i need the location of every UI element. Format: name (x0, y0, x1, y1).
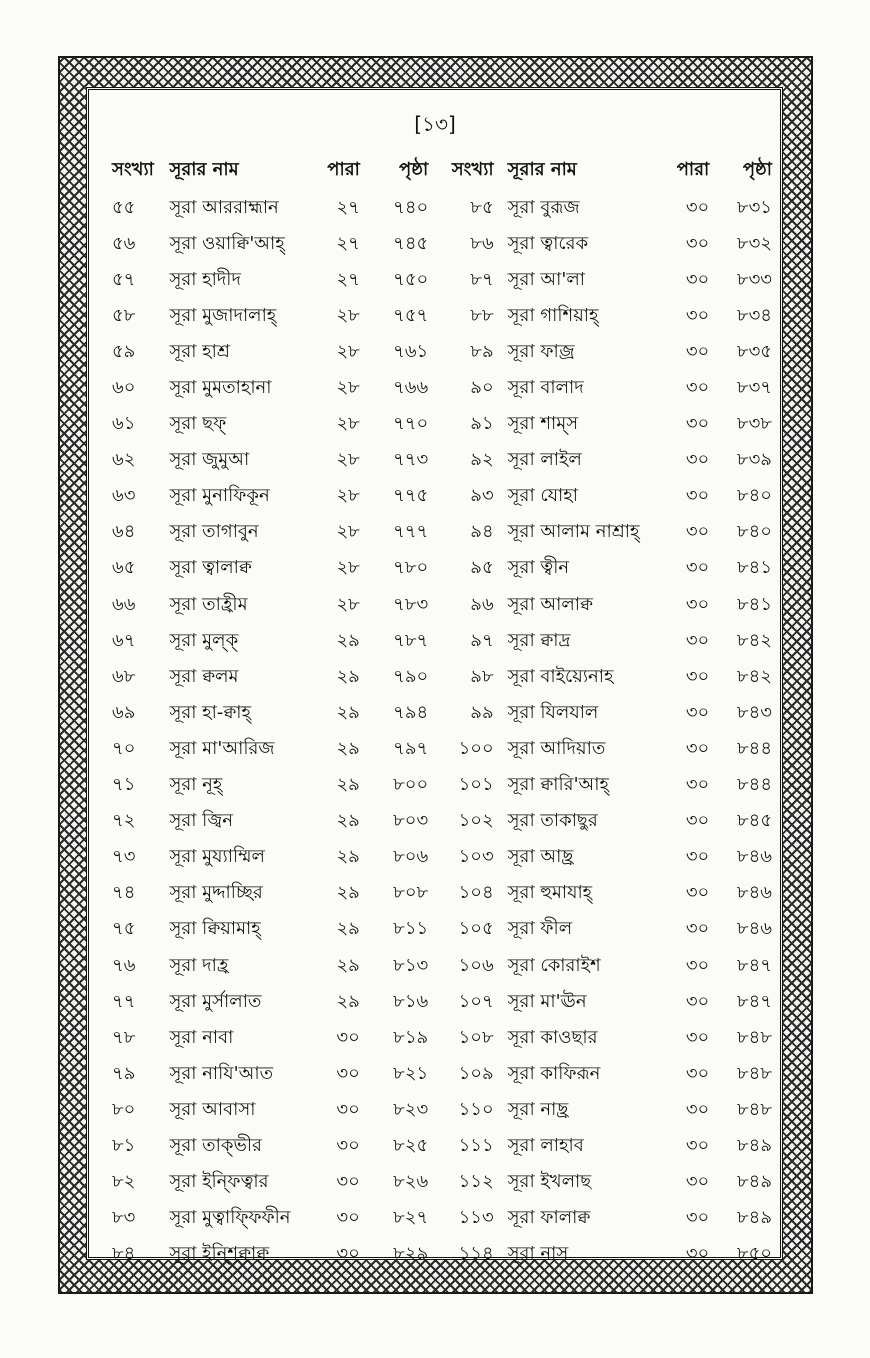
page-number-cell: ৮২৯ (393, 1243, 429, 1265)
surah-name: সূরা তাকাছুর (507, 810, 598, 832)
page-number-cell: ৮৪৬ (736, 846, 772, 868)
surah-name: সূরা যিলযাল (507, 701, 599, 723)
table-row (100, 262, 772, 298)
surah-number: ১০৪ (458, 882, 494, 904)
page-number-cell: ৮৪১ (736, 593, 772, 615)
para-number: ২৮ (336, 449, 360, 471)
header-number: সংখ্যা (112, 158, 154, 180)
para-number: ২৯ (336, 990, 360, 1012)
para-number: ৩০ (685, 882, 710, 904)
page-number-cell: ৮৩৭ (736, 377, 772, 399)
surah-number: ১০৯ (458, 1062, 494, 1084)
surah-number: ৯৮ (470, 665, 494, 687)
surah-number: ৭২ (112, 810, 136, 832)
page-number-cell: ৭৭৭ (393, 521, 429, 543)
surah-number: ৫৯ (112, 340, 136, 362)
table-row (100, 1165, 772, 1201)
surah-name: সূরা হা-ক্বাহ্ (169, 701, 251, 723)
page-number-cell: ৮৩৪ (736, 304, 772, 326)
page-number-cell: ৮১৯ (393, 1026, 429, 1048)
surah-name: সূরা লাহাব (507, 1134, 584, 1156)
header-para: পারা (676, 158, 710, 180)
surah-name: সূরা আদিয়াত (507, 737, 606, 759)
surah-name: সূরা নূহ্ (169, 774, 223, 796)
surah-number: ৮০ (112, 1098, 136, 1120)
para-number: ২৮ (336, 485, 360, 507)
page-number-cell: ৭৮০ (393, 557, 429, 579)
header-page: পৃষ্ঠা (742, 158, 772, 180)
page-number-cell: ৮১৩ (393, 954, 429, 976)
table-row (100, 190, 772, 226)
para-number: ৩০ (685, 1098, 710, 1120)
para-number: ২৭ (336, 268, 360, 290)
table-row (100, 226, 772, 262)
table-row (100, 659, 772, 695)
para-number: ২৯ (336, 954, 360, 976)
table-row (100, 1237, 772, 1273)
para-number: ৩০ (336, 1171, 360, 1193)
surah-number: ৮৮ (470, 304, 494, 326)
surah-number: ৮২ (112, 1171, 136, 1193)
para-number: ৩০ (685, 196, 710, 218)
para-number: ৩০ (685, 810, 710, 832)
surah-name: সূরা আলাক্ব (507, 593, 593, 615)
para-number: ৩০ (685, 1026, 710, 1048)
page-number-cell: ৮৪০ (736, 485, 772, 507)
surah-name: সূরা ছফ্ (169, 413, 227, 435)
para-number: ৩০ (685, 521, 710, 543)
table-row (100, 1201, 772, 1237)
surah-number: ৭৩ (112, 846, 136, 868)
table-row (100, 984, 772, 1020)
para-number: ৩০ (685, 737, 710, 759)
surah-name: সূরা ইখলাছ (507, 1171, 592, 1193)
surah-name: সূরা ক্বাদ্র (507, 629, 571, 651)
surah-name: সূরা আছ্র (507, 846, 574, 868)
page-number: [১৩] (414, 112, 456, 136)
surah-name: সূরা আ'লা (507, 268, 585, 290)
para-number: ৩০ (685, 593, 710, 615)
para-number: ২৭ (336, 196, 360, 218)
surah-name: সূরা বুরূজ (507, 196, 580, 218)
table-row (100, 298, 772, 334)
surah-name: সূরা মুমতাহানা (169, 377, 272, 399)
surah-number: ৬২ (112, 449, 136, 471)
surah-number: ৮৬ (470, 232, 494, 254)
page-number-cell: ৮৪১ (736, 557, 772, 579)
surah-number: ১০৭ (458, 990, 494, 1012)
surah-number: ৬০ (112, 377, 136, 399)
para-number: ৩০ (336, 1026, 360, 1048)
surah-number: ১০৫ (458, 918, 494, 940)
surah-number: ৬৫ (112, 557, 136, 579)
surah-name: সূরা নাস (507, 1243, 569, 1265)
page-number-cell: ৮৫০ (736, 1243, 772, 1265)
surah-name: সূরা তাহ্রীম (169, 593, 248, 615)
para-number: ২৯ (336, 918, 360, 940)
page-number-cell: ৭৯০ (393, 665, 429, 687)
surah-number: ৬৭ (112, 629, 136, 651)
surah-name: সূরা বাইয়্যেনাহ (507, 665, 614, 687)
surah-number: ৫৬ (112, 232, 136, 254)
surah-number: ৫৭ (112, 268, 136, 290)
surah-number: ১১১ (458, 1134, 494, 1156)
surah-name: সূরা নাছ্র (507, 1098, 569, 1120)
para-number: ৩০ (685, 1171, 710, 1193)
para-number: ২৯ (336, 737, 360, 759)
surah-name: সূরা কোরাইশ (507, 954, 601, 976)
surah-name: সূরা মুনাফিকূন (169, 485, 270, 507)
surah-number: ৭৪ (112, 882, 136, 904)
page-number-cell: ৭৬১ (393, 340, 429, 362)
para-number: ৩০ (685, 557, 710, 579)
header-page: পৃষ্ঠা (399, 158, 429, 180)
para-number: ২৯ (336, 701, 360, 723)
para-number: ৩০ (685, 846, 710, 868)
table-row (100, 1056, 772, 1092)
para-number: ৩০ (685, 232, 710, 254)
page-number-cell: ৮৪৯ (736, 1207, 772, 1229)
surah-name: সূরা ত্বারেক (507, 232, 589, 254)
page-number-cell: ৮৪৯ (736, 1171, 772, 1193)
surah-number: ৯৫ (470, 557, 494, 579)
surah-number: ৬৩ (112, 485, 136, 507)
surah-name: সূরা হাদীদ (169, 268, 241, 290)
para-number: ৩০ (685, 304, 710, 326)
table-row (100, 623, 772, 659)
surah-name: সূরা মুদ্দাচ্ছির (169, 882, 263, 904)
para-number: ২৯ (336, 846, 360, 868)
table-row (100, 948, 772, 984)
page-number-cell: ৮৩১ (736, 196, 772, 218)
surah-name: সূরা নাবা (169, 1026, 234, 1048)
page-number-cell: ৮৩৮ (736, 413, 772, 435)
surah-number: ৭৬ (112, 954, 136, 976)
page-number-cell: ৭৭০ (393, 413, 429, 435)
surah-name: সূরা শাম্স (507, 413, 579, 435)
page-number-cell: ৮৪৬ (736, 918, 772, 940)
para-number: ৩০ (685, 701, 710, 723)
surah-name: সূরা ত্বীন (507, 557, 570, 579)
surah-number: ৬৬ (112, 593, 136, 615)
page-number-cell: ৮১৬ (393, 990, 429, 1012)
surah-name: সূরা তাগাবুন (169, 521, 259, 543)
surah-name: সূরা কাফিরূন (507, 1062, 601, 1084)
page-number-cell: ৮৪৮ (736, 1098, 772, 1120)
para-number: ৩০ (336, 1207, 360, 1229)
page-number-cell: ৮৪৯ (736, 1134, 772, 1156)
page-number-cell: ৭৭৩ (393, 449, 429, 471)
page-number-cell: ৮৪৬ (736, 882, 772, 904)
para-number: ৩০ (336, 1062, 360, 1084)
surah-name: সূরা ত্বালাক্ব (169, 557, 252, 579)
surah-number: ৮১ (112, 1134, 136, 1156)
surah-name: সূরা দাহ্র (169, 954, 229, 976)
page-number-cell: ৮৪২ (736, 665, 772, 687)
para-number: ২৮ (336, 413, 360, 435)
table-row (100, 370, 772, 406)
header-row (100, 150, 772, 190)
surah-name: সূরা ফীল (507, 918, 573, 940)
table-row (100, 731, 772, 767)
para-number: ২৭ (336, 232, 360, 254)
surah-number: ১০১ (458, 774, 494, 796)
surah-name: সূরা নাযি'আত (169, 1062, 274, 1084)
surah-number: ১০৮ (458, 1026, 494, 1048)
surah-name: সূরা তাক্ভীর (169, 1134, 262, 1156)
page-number-cell: ৭৮৩ (393, 593, 429, 615)
page-number-cell: ৮৪৪ (736, 737, 772, 759)
page-number-cell: ৮১১ (393, 918, 429, 940)
surah-name: সূরা মুত্বাফ্ফিফীন (169, 1207, 291, 1229)
para-number: ৩০ (685, 774, 710, 796)
surah-number: ৮৩ (112, 1207, 136, 1229)
surah-name: সূরা মুয্যাম্মিল (169, 846, 265, 868)
table-row (100, 804, 772, 840)
para-number: ৩০ (685, 990, 710, 1012)
surah-name: সূরা মুল্ক্ (169, 629, 239, 651)
table-row (100, 695, 772, 731)
page-number-cell: ৮২৩ (393, 1098, 429, 1120)
table-row (100, 587, 772, 623)
page-number-cell: ৮৪২ (736, 629, 772, 651)
surah-number: ৭৮ (112, 1026, 136, 1048)
table-row (100, 912, 772, 948)
page-number-cell: ৮৩৫ (736, 340, 772, 362)
para-number: ৩০ (685, 268, 710, 290)
table-row (100, 876, 772, 912)
surah-name: সূরা হাশ্র (169, 340, 230, 362)
page-number-cell: ৭৯৭ (393, 737, 429, 759)
page-number-cell: ৮৪৮ (736, 1062, 772, 1084)
para-number: ২৯ (336, 882, 360, 904)
surah-name: সূরা ইন্শিক্বাক্ব (169, 1243, 270, 1265)
surah-name: সূরা আবাসা (169, 1098, 256, 1120)
table-row (100, 407, 772, 443)
page-number-cell: ৮৪৭ (736, 954, 772, 976)
surah-name: সূরা ওয়াক্বি'আহ্ (169, 232, 285, 254)
surah-number: ১১৩ (458, 1207, 494, 1229)
page-number-cell: ৭৯৪ (393, 701, 429, 723)
surah-name: সূরা যোহা (507, 485, 578, 507)
surah-number: ৮৭ (470, 268, 494, 290)
surah-number: ১১৪ (458, 1243, 494, 1265)
surah-name: সূরা আলাম নাশ্রাহ্ (507, 521, 640, 543)
surah-name: সূরা ফাজ্র (507, 340, 575, 362)
surah-name: সূরা গাশিয়াহ্ (507, 304, 599, 326)
page-number-cell: ৭৮৭ (393, 629, 429, 651)
para-number: ৩০ (685, 665, 710, 687)
surah-name: সূরা মা'ঊন (507, 990, 587, 1012)
surah-name: সূরা জুমুআ (169, 449, 250, 471)
table-row (100, 768, 772, 804)
table-row (100, 1020, 772, 1056)
page-number-cell: ৮৪৭ (736, 990, 772, 1012)
surah-number: ১১০ (458, 1098, 494, 1120)
surah-name: সূরা ইন্ফিত্বার (169, 1171, 269, 1193)
page-number-cell: ৮২৫ (393, 1134, 429, 1156)
para-number: ৩০ (336, 1243, 360, 1265)
para-number: ৩০ (685, 1134, 710, 1156)
header-para: পারা (327, 158, 360, 180)
para-number: ২৮ (336, 304, 360, 326)
surah-name: সূরা আররাহ্মান (169, 196, 279, 218)
table-row (100, 1092, 772, 1128)
surah-number: ৭৯ (112, 1062, 136, 1084)
surah-name: সূরা ক্বলম (169, 665, 239, 687)
para-number: ৩০ (336, 1134, 360, 1156)
para-number: ৩০ (685, 1207, 710, 1229)
surah-number: ৯৭ (470, 629, 494, 651)
para-number: ২৮ (336, 593, 360, 615)
page-number-cell: ৭৭৫ (393, 485, 429, 507)
table-row (100, 443, 772, 479)
para-number: ২৯ (336, 774, 360, 796)
surah-name: সূরা জ্বিন (169, 810, 233, 832)
para-number: ২৯ (336, 629, 360, 651)
page-number-cell: ৮৪৩ (736, 701, 772, 723)
page-number-cell: ৮৩৩ (736, 268, 772, 290)
surah-number: ৯৯ (470, 701, 494, 723)
para-number: ৩০ (685, 629, 710, 651)
para-number: ২৯ (336, 665, 360, 687)
surah-number: ৭০ (112, 737, 136, 759)
page-number-cell: ৭৫০ (393, 268, 429, 290)
table-row (100, 551, 772, 587)
surah-name: সূরা কাওছার (507, 1026, 598, 1048)
surah-name: সূরা ক্বিয়ামাহ্ (169, 918, 261, 940)
surah-number: ১০২ (458, 810, 494, 832)
surah-number: ৭৫ (112, 918, 136, 940)
table-row (100, 334, 772, 370)
surah-name: সূরা হুমাযাহ্ (507, 882, 593, 904)
page-number-cell: ৮৩৯ (736, 449, 772, 471)
surah-number: ৫৫ (112, 196, 136, 218)
para-number: ৩০ (685, 1062, 710, 1084)
table-row (100, 1128, 772, 1164)
surah-number: ৯৬ (470, 593, 494, 615)
surah-number: ৭১ (112, 774, 136, 796)
para-number: ৩০ (685, 377, 710, 399)
page-number-cell: ৭৬৬ (393, 377, 429, 399)
table-row (100, 515, 772, 551)
surah-number: ১১২ (458, 1171, 494, 1193)
page-number-cell: ৮০৩ (393, 810, 429, 832)
header-number: সংখ্যা (451, 158, 494, 180)
para-number: ৩০ (685, 485, 710, 507)
table-row (100, 840, 772, 876)
surah-number: ৭৭ (112, 990, 136, 1012)
surah-number: ৬১ (112, 413, 136, 435)
page-number-cell: ৮২১ (393, 1062, 429, 1084)
surah-number: ১০০ (458, 737, 494, 759)
para-number: ২৮ (336, 521, 360, 543)
surah-number: ৯১ (470, 413, 494, 435)
surah-number: ৯২ (470, 449, 494, 471)
page-number-cell: ৮০৮ (393, 882, 429, 904)
para-number: ৩০ (685, 918, 710, 940)
para-number: ৩০ (685, 340, 710, 362)
page-number-cell: ৮৪০ (736, 521, 772, 543)
table-row (100, 479, 772, 515)
page-number-cell: ৮২৭ (393, 1207, 429, 1229)
surah-number: ৬৪ (112, 521, 136, 543)
surah-number: ৮৫ (470, 196, 494, 218)
para-number: ২৮ (336, 377, 360, 399)
surah-number: ১০৩ (458, 846, 494, 868)
header-surah-name: সূরার নাম (169, 158, 239, 180)
page-number-cell: ৮৪৮ (736, 1026, 772, 1048)
header-surah-name: সূরার নাম (507, 158, 577, 180)
page-number-cell: ৮০৬ (393, 846, 429, 868)
para-number: ২৯ (336, 810, 360, 832)
para-number: ৩০ (685, 449, 710, 471)
surah-number: ৮৯ (470, 340, 494, 362)
para-number: ৩০ (685, 1243, 710, 1265)
surah-name: সূরা বালাদ (507, 377, 584, 399)
para-number: ২৮ (336, 340, 360, 362)
para-number: ২৮ (336, 557, 360, 579)
surah-name: সূরা লাইল (507, 449, 582, 471)
surah-number: ১০৬ (458, 954, 494, 976)
page-number-cell: ৮০০ (393, 774, 429, 796)
page-number-cell: ৭৫৭ (393, 304, 429, 326)
surah-name: সূরা মুজাদালাহ্ (169, 304, 277, 326)
surah-number: ৯০ (470, 377, 494, 399)
surah-number: ৮৪ (112, 1243, 136, 1265)
surah-name: সূরা ক্বারি'আহ্ (507, 774, 609, 796)
surah-number: ৬৯ (112, 701, 136, 723)
surah-number: ৯৩ (470, 485, 494, 507)
surah-name: সূরা ফালাক্ব (507, 1207, 591, 1229)
surah-number: ৫৮ (112, 304, 136, 326)
surah-index-table (100, 150, 772, 1273)
surah-number: ৯৪ (470, 521, 494, 543)
page-number-cell: ৭৪০ (393, 196, 429, 218)
page-number-cell: ৮২৬ (393, 1171, 429, 1193)
para-number: ৩০ (336, 1098, 360, 1120)
page-number-cell: ৮৪৫ (736, 810, 772, 832)
page-number-cell: ৭৪৫ (393, 232, 429, 254)
page-number-cell: ৮৩২ (736, 232, 772, 254)
surah-number: ৬৮ (112, 665, 136, 687)
page-number-cell: ৮৪৪ (736, 774, 772, 796)
surah-name: সূরা মা'আরিজ (169, 737, 275, 759)
para-number: ৩০ (685, 413, 710, 435)
surah-name: সূরা মুর্সালাত (169, 990, 262, 1012)
para-number: ৩০ (685, 954, 710, 976)
